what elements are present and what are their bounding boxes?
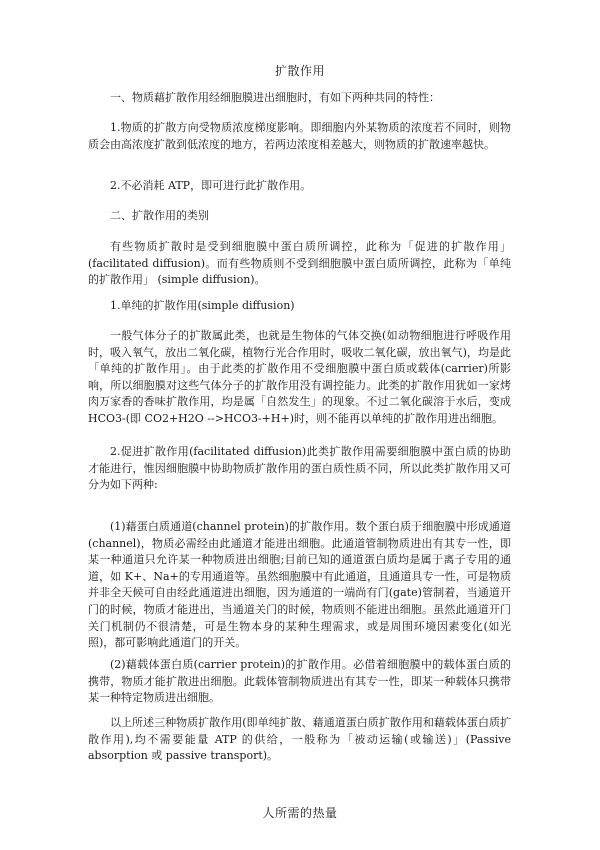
paragraph-property-1: 1.物质的扩散方向受物质浓度梯度影响。即细胞内外某物质的浓度若不同时，则物质会由高浓度扩散到低浓度的地方，若两边浓度相差越大，则物质的扩散速率越快。 bbox=[88, 121, 511, 151]
paragraph-facilitated-intro: 2.促进扩散作用(facilitated diffusion)此类扩散作用需要细胞膜中蛋白质的协助才能进行，惟因细胞膜中协助物质扩散作用的蛋白质性质不同，所以此类扩散作用又可分为如下两种: bbox=[88, 445, 511, 492]
paragraph-types-intro: 有些物质扩散时是受到细胞膜中蛋白质所调控，此称为「促进的扩散作用」(facilitated diffusion)。而有些物质则不受到细胞膜中蛋白质所调控，此称为「单纯的扩散作用」 (simple diffusion)。 bbox=[88, 240, 511, 287]
paragraph-passive-transport: 以上所述三种物质扩散作用(即单纯扩散、藉通道蛋白质扩散作用和藉载体蛋白质扩散作用),均不需要能量 ATP 的供给，一般称为「被动运输(或输送)」(Passive absorption 或 passive transport)。 bbox=[88, 716, 511, 763]
paragraph-channel-protein: (1)藉蛋白质通道(channel protein)的扩散作用。数个蛋白质于细胞膜中形成通道(channel)，物质必需经由此通道才能进出细胞。此通道管制物质进出有其专一性，即某一种通道只允许某一种物质进出细胞;目前已知的通道蛋白质均是属于离子专用的通道，如 K+、Na+的专用通道等。虽然细胞膜中有此通道，且通道具专一性，可是物质并非全天候可自由经此通道进出细胞，因为通道的一端尚有门(gate)管制着，当通道开门的时候，物质才能进出，当通道关门的时候，物质则不能进出细胞。虽然此通道开门关门机制仍不很清楚，可是生物本身的某种生理需求，或是周围环境因素变化(如光照)，都可影响此通道门的开关。 bbox=[88, 520, 511, 650]
next-section-title: 人所需的热量 bbox=[262, 806, 338, 820]
paragraph-property-2: 2.不必消耗 ATP，即可进行此扩散作用。 bbox=[110, 179, 312, 192]
paragraph-simple-body: 一般气体分子的扩散属此类，也就是生物体的气体交换(如动物细胞进行呼吸作用时，吸入氧气，放出二氧化碳，植物行光合作用时，吸收二氧化碳，放出氧气)，均是此「单纯的扩散作用」。由于此类的扩散作用不受细胞膜中蛋白质或载体(carrier)所影响，所以细胞膜对这些气体分子的扩散作用没有调控能力。此类的扩散作用犹如一家烤肉万家香的香味扩散作用，均是属「自然发生」的现象。不过二氧化碳溶于水后，变成 HCO3-(即 CO2+H2O -->HCO3-+H+)时，则不能再以单纯的扩散作用进出细胞。 bbox=[88, 329, 511, 425]
paragraph-intro-heading: 一、物质藉扩散作用经细胞膜进出细胞时，有如下两种共同的特性： bbox=[110, 91, 440, 104]
paragraph-types-heading: 二、扩散作用的类别 bbox=[110, 209, 209, 222]
page-title: 扩散作用 bbox=[274, 64, 325, 78]
paragraph-simple-heading: 1.单纯的扩散作用(simple diffusion) bbox=[110, 299, 295, 312]
paragraph-carrier-protein: (2)藉载体蛋白质(carrier protein)的扩散作用。必借着细胞膜中的载体蛋白质的携带，物质才能扩散进出细胞。此载体管制物质进出有其专一性，即某一种载体只携带某一种特定物质进出细胞。 bbox=[88, 658, 511, 705]
